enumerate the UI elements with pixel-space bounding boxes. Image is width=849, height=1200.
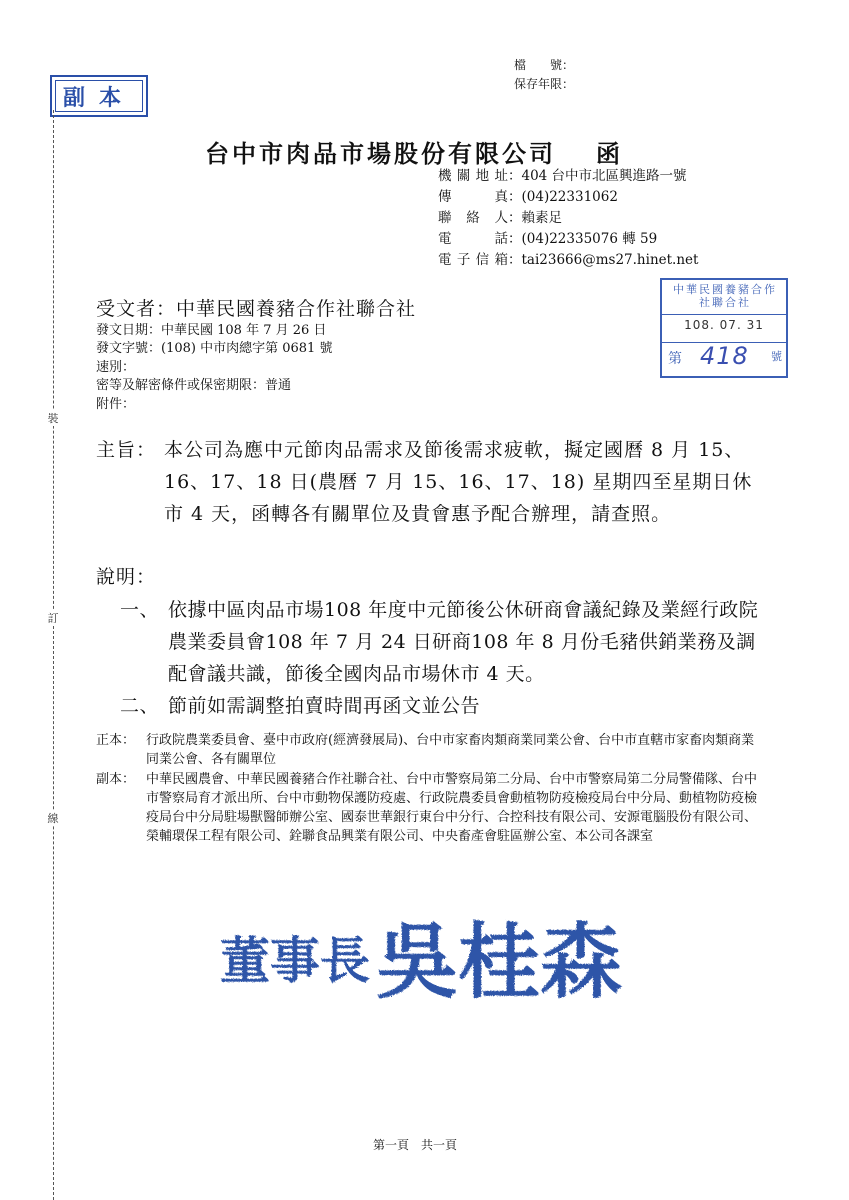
binding-mark-2: 訂: [47, 612, 59, 625]
received-stamp-org: 中華民國養豬合作社聯合社: [673, 283, 777, 309]
confidentiality: 密等及解密條件或保密期限：普通: [96, 378, 292, 394]
signature-name: 吳桂森: [376, 914, 623, 1010]
received-stamp: [660, 278, 788, 378]
sender-value: (04)22331062: [521, 189, 618, 205]
subject: [96, 434, 766, 530]
sender-value: 賴素足: [521, 210, 562, 226]
item-text: 依據中區肉品市場108 年度中元節後公休研商會議紀錄及業經行政院農業委員會108 年 7 月 24 日研商108 年 8 月份毛豬供銷業務及調配會議共識，節後全國肉品市場休市 4 天。: [168, 599, 759, 685]
file-info: [514, 56, 574, 94]
distribution-copy-label: 副本：: [96, 772, 136, 787]
received-stamp-number: 418: [700, 342, 749, 370]
signature-seal-icon: [218, 902, 638, 1012]
urgency: 速別：: [96, 359, 136, 375]
received-stamp-side: 號: [771, 350, 782, 363]
retention-period-label: 保存年限：: [514, 77, 575, 91]
sender-label: 聯 絡 人: [438, 210, 508, 226]
file-number-label: 檔 號：: [514, 58, 575, 72]
copy-stamp: 副本: [50, 75, 148, 117]
sender-email-row: 電子信箱：tai23666@ms27.hinet.net: [438, 250, 698, 271]
explanation-item-1: [120, 594, 760, 690]
distribution-original: [96, 731, 758, 769]
sender-contact-row: 聯 絡 人：賴素足: [438, 208, 698, 229]
binding-line: [53, 110, 54, 1200]
binding-mark-3: 線: [47, 812, 59, 825]
subject-text: 本公司為應中元節肉品需求及節後需求疲軟，擬定國曆 8 月 15、16、17、18 日(農曆 7 月 15、16、17、18) 星期四至星期日休市 4 天，函轉各有關單位及貴會惠予配合辦理，請查照。: [164, 439, 753, 525]
sender-label: 電子信箱: [438, 252, 508, 268]
sender-info: [438, 166, 698, 271]
explanation-item-2: [120, 690, 760, 722]
attachments: 附件：: [96, 396, 136, 412]
sender-address-row: 機關地址：404 台中市北區興進路一號: [438, 166, 698, 187]
distribution-copy: [96, 770, 758, 846]
distribution-copy-list: 中華民國農會、中華民國養豬合作社聯合社、台中市警察局第二分局、台中市警察局第二分局警備隊、台中市警察局育才派出所、台中市動物保護防疫處、行政院農委員會動植物防疫檢疫局台中分局、動植物防疫檢疫局台中分局駐場獸醫師辦公室、國泰世華銀行東台中分行、合控科技有限公司、安源電腦股份有限公司、榮輔環保工程有限公司、銓聯食品興業有限公司、中央畜產會駐區辦公室、本公司各課室: [146, 772, 758, 844]
recipient: 受文者：中華民國養豬合作社聯合社: [96, 298, 417, 320]
distribution-original-label: 正本：: [96, 733, 136, 748]
received-stamp-number-label: 第: [668, 351, 682, 367]
received-stamp-date: 108. 07. 31: [684, 318, 764, 332]
binding-mark-1: 裝: [47, 412, 59, 425]
subject-label: 主旨：: [96, 439, 157, 461]
issuer-name: 台中市肉品市場股份有限公司: [205, 139, 556, 168]
chairman-signature: [218, 902, 638, 1016]
document-type: 函: [596, 139, 623, 168]
document-title: [205, 134, 623, 169]
sender-value: 404 台中市北區興進路一號: [521, 168, 687, 184]
document-number: 發文字號：(108) 中市肉總字第 0681 號: [96, 341, 333, 357]
document-meta: [96, 322, 332, 414]
sender-label: 機關地址: [438, 168, 508, 184]
explanation-label: 說明：: [96, 566, 157, 588]
signature-title: 董事長: [220, 931, 370, 990]
sender-fax-row: 傳 真：(04)22331062: [438, 187, 698, 208]
item-text: 節前如需調整拍賣時間再函文並公告: [168, 695, 481, 717]
issue-date: 發文日期：中華民國 108 年 7 月 26 日: [96, 323, 327, 338]
item-number: 二、: [120, 695, 160, 717]
sender-phone-row: 電 話：(04)22335076 轉 59: [438, 229, 698, 250]
sender-value: (04)22335076 轉 59: [521, 231, 658, 247]
page-footer: 第一頁 共一頁: [373, 1138, 458, 1152]
sender-label: 傳 真: [438, 189, 508, 205]
sender-value: tai23666@ms27.hinet.net: [521, 252, 699, 268]
sender-label: 電 話: [438, 231, 508, 247]
distribution-original-list: 行政院農業委員會、臺中市政府(經濟發展局)、台中市家畜肉類商業同業公會、台中市直轄市家畜肉類商業同業公會、各有關單位: [146, 733, 755, 767]
item-number: 一、: [120, 599, 160, 621]
stamp-divider: [662, 314, 786, 315]
